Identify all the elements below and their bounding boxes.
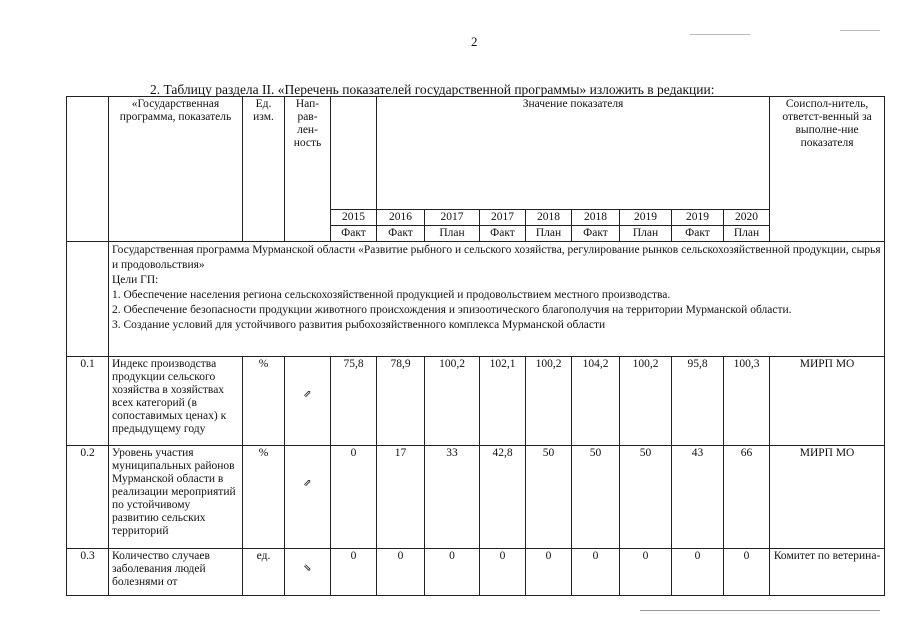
row-value: 100,2 — [425, 357, 480, 446]
header-unit: Ед. изм. — [243, 97, 285, 242]
year-cell: 2018 — [572, 210, 620, 226]
row-number: 0.2 — [67, 446, 109, 549]
table-row — [67, 357, 885, 446]
year-cell: 2018 — [526, 210, 572, 226]
header-blank — [331, 97, 377, 210]
row-value: 102,1 — [480, 357, 526, 446]
row-value: 66 — [724, 446, 770, 549]
scan-artifact — [840, 30, 880, 31]
goal-1: 1. Обеспечение населения региона сельскохозяйственной продукцией и продовольствием местного производства. — [112, 289, 671, 301]
kind-cell: Факт — [377, 226, 425, 242]
row-value: 100,2 — [620, 357, 672, 446]
direction-arrow-icon: ⇘ — [303, 563, 312, 574]
goals-label: Цели ГП: — [112, 274, 159, 286]
table-row — [67, 446, 885, 549]
row-value: 95,8 — [672, 357, 724, 446]
indicators-table — [66, 96, 885, 596]
scan-artifact — [690, 34, 750, 35]
header-row — [67, 97, 885, 210]
row-value: 50 — [572, 446, 620, 549]
row-unit: % — [243, 357, 285, 446]
row-value: 0 — [724, 549, 770, 596]
row-value: 50 — [620, 446, 672, 549]
row-value: 50 — [526, 446, 572, 549]
goal-2: 2. Обеспечение безопасности продукции животного происхождения и эпизоотического благополучия на территории Мурманской области. — [112, 304, 792, 316]
row-name: Количество случаев заболевания людей болезнями от — [109, 549, 243, 596]
year-cell: 2017 — [425, 210, 480, 226]
row-value: 43 — [672, 446, 724, 549]
kind-cell: Факт — [480, 226, 526, 242]
row-number: 0.3 — [67, 549, 109, 596]
row-unit: % — [243, 446, 285, 549]
kind-cell: План — [526, 226, 572, 242]
row-executor: МИРП МО — [770, 446, 885, 549]
header-values: Значение показателя — [377, 97, 770, 210]
header-program: «Государственная программа, показатель — [109, 97, 243, 242]
kind-cell: План — [724, 226, 770, 242]
direction-arrow-icon: ⇗ — [303, 478, 312, 489]
program-number-cell — [67, 242, 109, 357]
row-value: 0 — [620, 549, 672, 596]
row-value: 0 — [425, 549, 480, 596]
kind-cell: Факт — [672, 226, 724, 242]
row-value: 17 — [377, 446, 425, 549]
row-value: 0 — [526, 549, 572, 596]
row-unit: ед. — [243, 549, 285, 596]
row-value: 0 — [572, 549, 620, 596]
program-title: Государственная программа Мурманской области «Развитие рыбного и сельского хозяйства, регулирование рынков сельскохозяйственной продукции, сырья и продовольствия» — [112, 244, 881, 271]
row-value: 75,8 — [331, 357, 377, 446]
row-direction — [285, 549, 331, 596]
row-value: 0 — [480, 549, 526, 596]
year-cell: 2017 — [480, 210, 526, 226]
row-value: 104,2 — [572, 357, 620, 446]
row-value: 100,2 — [526, 357, 572, 446]
scan-artifact — [640, 610, 880, 611]
row-value: 0 — [331, 446, 377, 549]
row-number: 0.1 — [67, 357, 109, 446]
goal-3: 3. Создание условий для устойчивого развития рыбохозяйственного комплекса Мурманской области — [112, 319, 606, 331]
year-cell: 2016 — [377, 210, 425, 226]
program-row — [67, 242, 885, 357]
row-value: 100,3 — [724, 357, 770, 446]
kind-cell: План — [425, 226, 480, 242]
row-value: 0 — [331, 549, 377, 596]
kind-cell: План — [620, 226, 672, 242]
header-number-cell — [67, 97, 109, 242]
direction-arrow-icon: ⇗ — [303, 389, 312, 400]
row-direction — [285, 357, 331, 446]
row-value: 33 — [425, 446, 480, 549]
program-description — [109, 242, 885, 357]
header-executor: Соиспол-нитель, ответст-венный за выполне-ние показателя — [770, 97, 885, 242]
year-cell: 2015 — [331, 210, 377, 226]
row-value: 0 — [672, 549, 724, 596]
row-value: 42,8 — [480, 446, 526, 549]
year-cell: 2019 — [672, 210, 724, 226]
row-executor: МИРП МО — [770, 357, 885, 446]
row-direction — [285, 446, 331, 549]
kind-cell: Факт — [572, 226, 620, 242]
header-direction: Нап-рав-лен-ность — [285, 97, 331, 242]
row-value: 78,9 — [377, 357, 425, 446]
row-name: Уровень участия муниципальных районов Мурманской области в реализации мероприятий по устойчивому развитию сельских территорий — [109, 446, 243, 549]
kind-cell: Факт — [331, 226, 377, 242]
year-cell: 2020 — [724, 210, 770, 226]
year-cell: 2019 — [620, 210, 672, 226]
page-number: 2 — [471, 34, 478, 49]
table-row — [67, 549, 885, 596]
row-executor: Комитет по ветерина- — [770, 549, 885, 596]
row-value: 0 — [377, 549, 425, 596]
section-heading: 2. Таблицу раздела II. «Перечень показателей государственной программы» изложить в редакции: — [150, 82, 715, 97]
row-name: Индекс производства продукции сельского хозяйства в хозяйствах всех категорий (в сопоставимых ценах) к предыдущему году — [109, 357, 243, 446]
